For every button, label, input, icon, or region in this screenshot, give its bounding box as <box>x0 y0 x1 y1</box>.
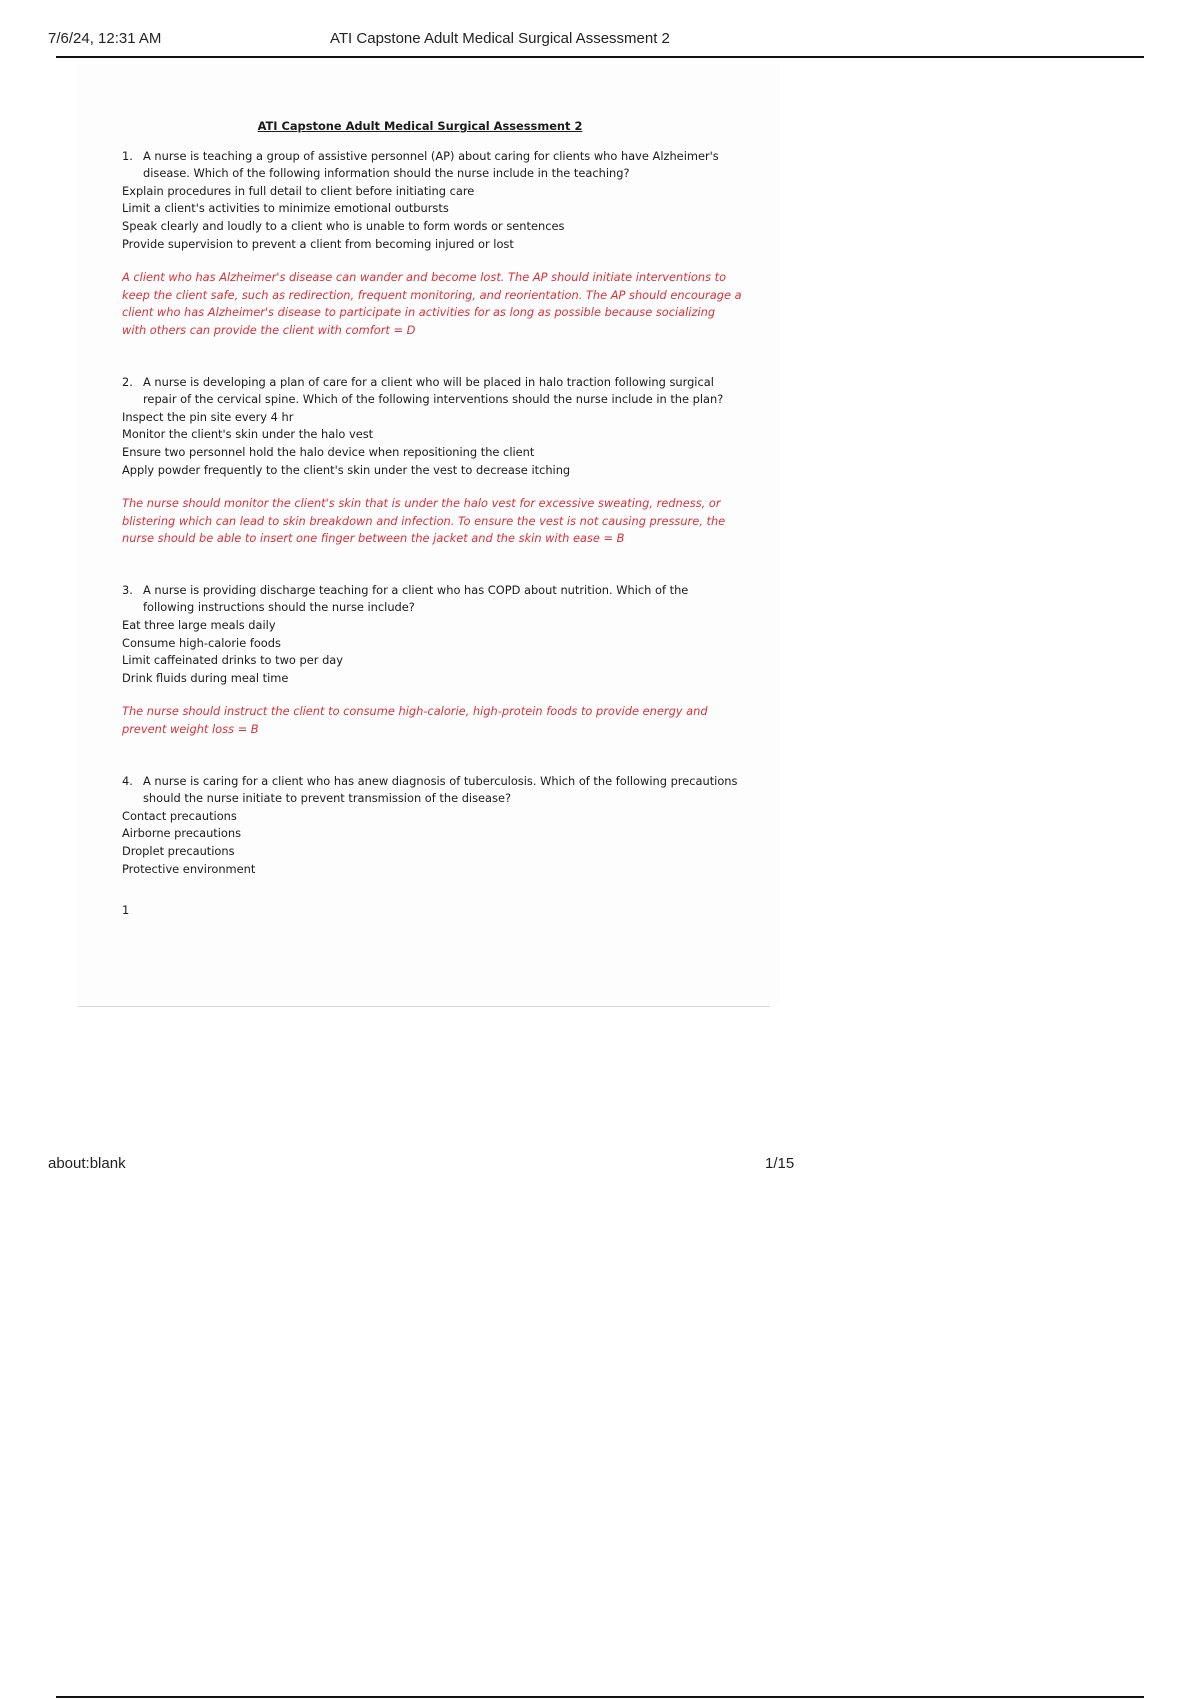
answer-option: Apply powder frequently to the client's skin under the vest to decrease itching <box>122 462 571 477</box>
answer-option: Speak clearly and loudly to a client who is unable to form words or sentences <box>122 218 565 233</box>
bottom-rule <box>56 1696 1144 1698</box>
question-text: A nurse is teaching a group of assistive personnel (AP) about caring for clients who have Alzheimer's disease. Which of the following information should the nurse include in the teaching? <box>143 148 719 181</box>
question-number: 2. <box>122 374 133 389</box>
print-header-title: ATI Capstone Adult Medical Surgical Assessment 2 <box>330 30 670 47</box>
answer-options <box>122 183 742 253</box>
spacer <box>122 739 742 773</box>
answer-options <box>122 617 742 687</box>
question-3 <box>122 582 742 739</box>
answer-option: Inspect the pin site every 4 hr <box>122 409 294 424</box>
answer-option: Protective environment <box>122 861 256 876</box>
question-1 <box>122 148 742 340</box>
question-number: 1. <box>122 148 133 163</box>
spacer <box>122 340 742 374</box>
question-2 <box>122 374 742 548</box>
answer-rationale: The nurse should monitor the client's skin that is under the halo vest for excessive sweating, redness, or blistering which can lead to skin breakdown and infection. To ensure the vest is not causing pressure, the nurse should be able to insert one finger between the jacket and the skin with ease = B <box>122 496 726 546</box>
answer-options <box>122 409 742 479</box>
answer-rationale: A client who has Alzheimer's disease can wander and become lost. The AP should initiate interventions to keep the client safe, such as redirection, frequent monitoring, and reorientation. The AP should encourage a client who has Alzheimer's disease to participate in activities for as long as possible because socializing with others can provide the client with comfort = D <box>122 270 742 337</box>
header-rule <box>56 56 1144 58</box>
answer-option: Explain procedures in full detail to client before initiating care <box>122 183 475 198</box>
document-page-number: 1 <box>122 903 130 918</box>
answer-options <box>122 808 742 878</box>
print-footer-page-count: 1/15 <box>765 1155 795 1172</box>
answer-option: Consume high-calorie foods <box>122 635 281 650</box>
document-title: ATI Capstone Adult Medical Surgical Assessment 2 <box>257 119 583 133</box>
answer-option: Eat three large meals daily <box>122 618 276 633</box>
answer-option: Monitor the client's skin under the halo vest <box>122 427 374 442</box>
spacer <box>122 548 742 582</box>
answer-option: Airborne precautions <box>122 826 242 841</box>
answer-option: Limit a client's activities to minimize emotional outbursts <box>122 201 449 216</box>
question-4 <box>122 773 742 879</box>
answer-option: Droplet precautions <box>122 844 235 858</box>
answer-option: Drink fluids during meal time <box>122 670 289 685</box>
answer-option: Provide supervision to prevent a client from becoming injured or lost <box>122 236 514 251</box>
question-text: A nurse is developing a plan of care for a client who will be placed in halo traction following surgical repair of the cervical spine. Which of the following interventions should the nurse include in the plan? <box>143 374 724 407</box>
answer-option: Ensure two personnel hold the halo device when repositioning the client <box>122 444 535 459</box>
question-number: 3. <box>122 582 133 597</box>
print-footer-url: about:blank <box>48 1155 126 1172</box>
page-bottom-rule <box>78 1006 770 1007</box>
question-text: A nurse is caring for a client who has anew diagnosis of tuberculosis. Which of the following precautions should the nurse initiate to prevent transmission of the disease? <box>143 773 738 806</box>
question-text: A nurse is providing discharge teaching for a client who has COPD about nutrition. Which of the following instructions should the nurse include? <box>143 582 689 615</box>
question-stem <box>122 582 742 617</box>
question-number: 4. <box>122 773 133 788</box>
question-stem <box>122 773 742 808</box>
print-header-date: 7/6/24, 12:31 AM <box>48 30 162 47</box>
answer-option: Limit caffeinated drinks to two per day <box>122 653 344 668</box>
document-content <box>122 118 742 920</box>
answer-option: Contact precautions <box>122 808 237 823</box>
question-stem <box>122 148 742 183</box>
question-stem <box>122 374 742 409</box>
answer-rationale: The nurse should instruct the client to consume high-calorie, high-protein foods to provide energy and prevent weight loss = B <box>122 704 708 737</box>
